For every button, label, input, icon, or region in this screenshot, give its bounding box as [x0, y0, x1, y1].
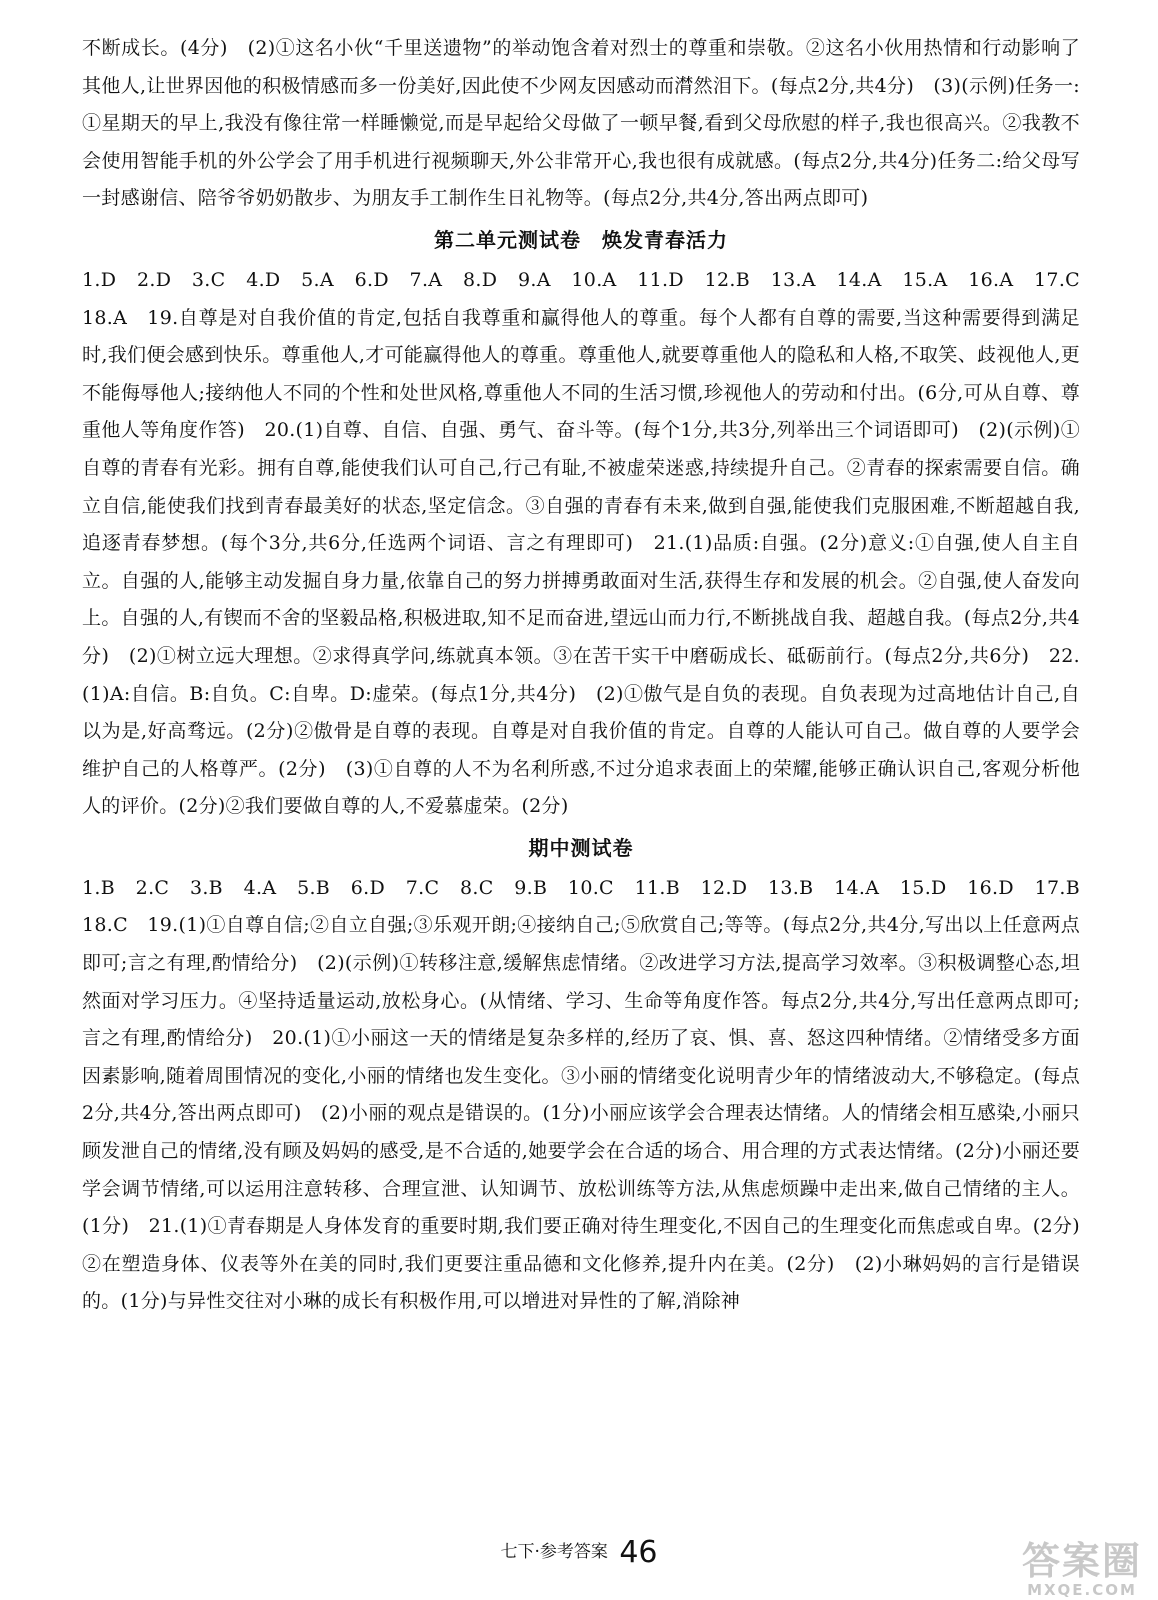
footer-label: 七下·参考答案	[500, 1542, 608, 1562]
unit2-answers-paragraph: 1.D 2.D 3.C 4.D 5.A 6.D 7.A 8.D 9.A 10.A 11.D 12.B 13.A 14.A 15.A 16.A 17.C 18.A 19.自尊是对自我价值的肯定,包括自我尊重和赢得他人的尊重。每个人都有自尊的需要,当这种需要得到满足时,我们便会感到快乐。尊重他人,才可能赢得他人的尊重。尊重他人,就要尊重他人的隐私和人格,不取笑、歧视他人,更不能侮辱他人;接纳他人不同的个性和处世风格,尊重他人不同的生活习惯,珍视他人的劳动和付出。(6分,可从自尊、尊重他人等角度作答) 20.(1)自尊、自信、自强、勇气、奋斗等。(每个1分,共3分,列举出三个词语即可) (2)(示例)①自尊的青春有光彩。拥有自尊,能使我们认可自己,行己有耻,不被虚荣迷惑,持续提升自己。②青春的探索需要自信。确立自信,能使我们找到青春最美好的状态,坚定信念。③自强的青春有未来,做到自强,能使我们克服困难,不断超越自我,追逐青春梦想。(每个3分,共6分,任选两个词语、言之有理即可) 21.(1)品质:自强。(2分)意义:①自强,使人自主自立。自强的人,能够主动发掘自身力量,依靠自己的努力拼搏勇敢面对生活,获得生存和发展的机会。②自强,使人奋发向上。自强的人,有锲而不舍的坚毅品格,积极进取,知不足而奋进,望远山而力行,不断挑战自我、超越自我。(每点2分,共4分) (2)①树立远大理想。②求得真学问,练就真本领。③在苦干实干中磨砺成长、砥砺前行。(每点2分,共6分) 22.(1)A:自信。B:自负。C:自卑。D:虚荣。(每点1分,共4分) (2)①傲气是自负的表现。自负表现为过高地估计自己,自以为是,好高骛远。(2分)②傲骨是自尊的表现。自尊是对自我价值的肯定。自尊的人能认可自己。做自尊的人要学会维护自己的人格尊严。(2分) (3)①自尊的人不为名利所惑,不过分追求表面上的荣耀,能够正确认识自己,客观分析他人的评价。(2分)②我们要做自尊的人,不爱慕虚荣。(2分)	[82, 268, 1100, 818]
watermark-site-text: MXQE.COM	[1027, 1581, 1137, 1599]
page-footer	[0, 1535, 1158, 1570]
section-title-unit2-test: 第二单元测试卷 焕发青春活力	[434, 227, 728, 252]
continuation-paragraph: 不断成长。(4分) (2)①这名小伙“千里送遗物”的举动饱含着对烈士的尊重和崇敬。②这名小伙用热情和行动影响了其他人,让世界因他的积极情感而多一份美好,因此使不少网友因感动而潸然泪下。(每点2分,共4分) (3)(示例)任务一:①星期天的早上,我没有像往常一样睡懒觉,而是早起给父母做了一顿早餐,看到父母欣慰的样子,我也很高兴。②我教不会使用智能手机的外公学会了用手机进行视频聊天,外公非常开心,我也很有成就感。(每点2分,共4分)任务二:给父母写一封感谢信、陪爷爷奶奶散步、为朋友手工制作生日礼物等。(每点2分,共4分,答出两点即可)	[82, 37, 1080, 210]
section-title-midterm-test: 期中测试卷	[528, 835, 634, 860]
midterm-answers-paragraph: 1.B 2.C 3.B 4.A 5.B 6.D 7.C 8.C 9.B 10.C 11.B 12.D 13.B 14.A 15.D 16.D 17.B 18.C 19.(1)①自尊自信;②自立自强;③乐观开朗;④接纳自己;⑤欣赏自己;等等。(每点2分,共4分,写出以上任意两点即可;言之有理,酌情给分) (2)(示例)①转移注意,缓解焦虑情绪。②改进学习方法,提高学习效率。③积极调整心态,坦然面对学习压力。④坚持适量运动,放松身心。(从情绪、学习、生命等角度作答。每点2分,共4分,写出任意两点即可;言之有理,酌情给分) 20.(1)①小丽这一天的情绪是复杂多样的,经历了哀、惧、喜、怒这四种情绪。②情绪受多方面因素影响,随着周围情况的变化,小丽的情绪也发生变化。③小丽的情绪变化说明青少年的情绪波动大,不够稳定。(每点2分,共4分,答出两点即可) (2)小丽的观点是错误的。(1分)小丽应该学会合理表达情绪。人的情绪会相互感染,小丽只顾发泄自己的情绪,没有顾及妈妈的感受,是不合适的,她要学会在合适的场合、用合理的方式表达情绪。(2分)小丽还要学会调节情绪,可以运用注意转移、合理宣泄、认知调节、放松训练等方法,从焦虑烦躁中走出来,做自己情绪的主人。(1分) 21.(1)①青春期是人身体发育的重要时期,我们要正确对待生理变化,不因自己的生理变化而焦虑或自卑。(2分)②在塑造身体、仪表等外在美的同时,我们更要注重品德和文化修养,提升内在美。(2分) (2)小琳妈妈的言行是错误的。(1分)与异性交往对小琳的成长有积极作用,可以增进对异性的了解,消除神	[82, 876, 1100, 1313]
page-number: 46	[619, 1535, 658, 1570]
site-watermark	[1018, 1530, 1146, 1599]
watermark-logo-text: 答案圈	[1021, 1539, 1142, 1583]
answer-page	[82, 30, 1100, 1321]
